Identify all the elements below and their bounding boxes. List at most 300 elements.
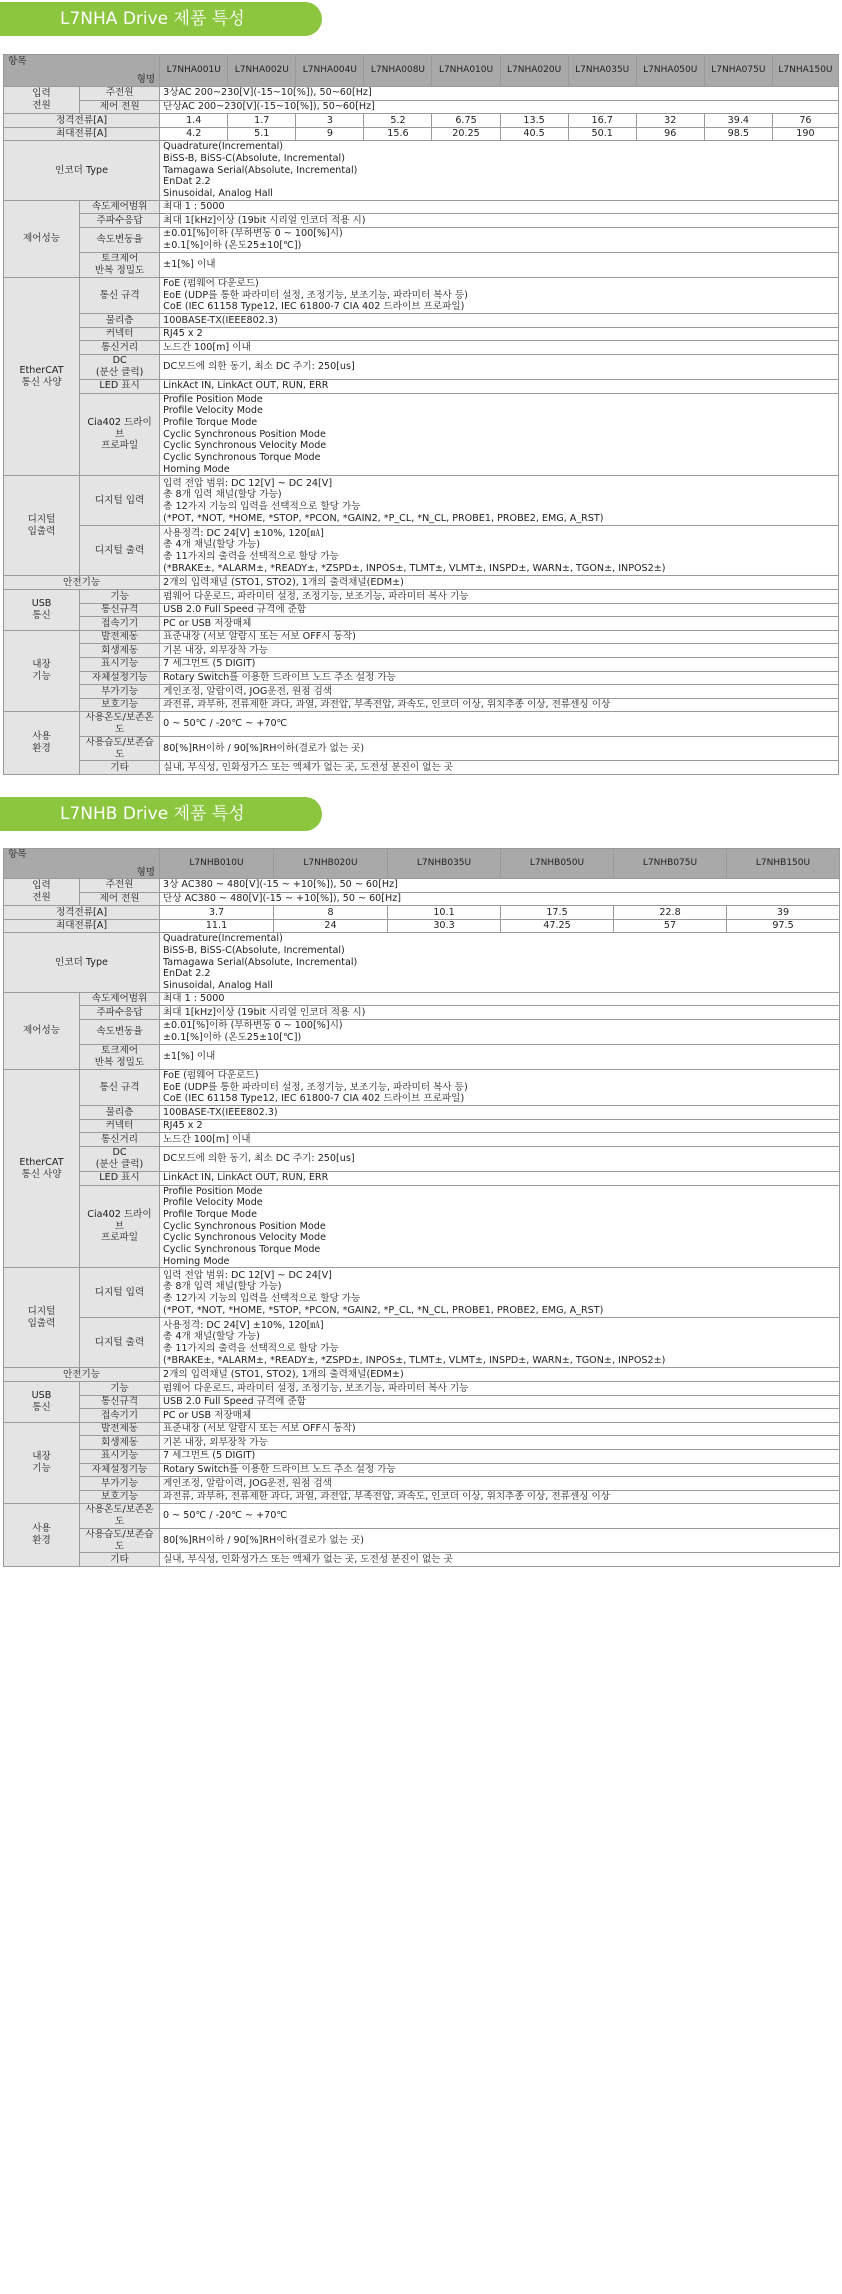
table-row xyxy=(4,590,839,604)
max-current-value: 15.6 xyxy=(364,127,432,141)
led-label: LED 표시 xyxy=(80,1171,160,1185)
item-label: 항목 xyxy=(8,55,27,67)
rated-current-value: 3.7 xyxy=(160,906,274,920)
table-row xyxy=(4,1268,840,1318)
value-line: 총 8개 입력 채널(할당 가능) xyxy=(163,1281,282,1293)
physical-layer-label: 물리층 xyxy=(80,314,160,328)
dc-value: DC모드에 의한 동기, 최소 DC 주기: 250[us] xyxy=(160,1146,840,1171)
safety-label: 안전기능 xyxy=(4,1368,160,1382)
spec-table-l7nhb xyxy=(3,848,840,1567)
environment-group: 사용 환경 xyxy=(4,1504,80,1566)
max-current-value: 190 xyxy=(772,127,838,141)
value-line: Profile Torque Mode xyxy=(163,416,258,428)
value-line: EnDat 2.2 xyxy=(163,176,211,188)
encoder-label: 인코더 Type xyxy=(4,933,160,993)
table-row xyxy=(4,87,839,101)
humidity-label: 사용습도/보존습도 xyxy=(80,1528,160,1552)
table-row xyxy=(4,1395,840,1409)
value-line: EoE (UDP를 통한 파라미터 설정, 조정기능, 보조기능, 파라미터 복사 등) xyxy=(163,1081,468,1093)
table-row xyxy=(4,1504,840,1528)
table-row xyxy=(4,1070,840,1106)
value-line: Cyclic Synchronous Position Mode xyxy=(163,1220,326,1232)
usb-target-label: 접속기기 xyxy=(80,617,160,631)
speed-range-label: 속도제어범위 xyxy=(80,992,160,1006)
freq-response-label: 주파수응답 xyxy=(80,214,160,228)
value-line: EoE (UDP를 통한 파라미터 설정, 조정기능, 보조기능, 파라미터 복사 등) xyxy=(163,289,468,301)
control-power-value: 단상 AC380 ~ 480[V](-15 ~ +10[%]), 50 ~ 60[Hz] xyxy=(160,892,840,906)
table-row xyxy=(4,228,839,253)
table-row xyxy=(4,1450,840,1464)
table-row xyxy=(4,393,839,476)
table-row xyxy=(4,253,839,278)
table-row xyxy=(4,1006,840,1020)
value-line: Homing Mode xyxy=(163,1255,230,1267)
value-line: 사용정격: DC 24[V] ±10%, 120[㎃] xyxy=(163,1319,324,1331)
distance-label: 통신거리 xyxy=(80,341,160,355)
usb-function-value: 펌웨어 다운로드, 파라미터 설정, 조정기능, 보조기능, 파라미터 복사 기능 xyxy=(160,1382,840,1396)
dc-value: DC모드에 의한 동기, 최소 DC 주기: 250[us] xyxy=(160,354,839,379)
regen-value: 기본 내장, 외부장착 가능 xyxy=(160,1436,840,1450)
encoder-label: 인코더 Type xyxy=(4,141,160,201)
value-line: EnDat 2.2 xyxy=(163,968,211,980)
header-corner xyxy=(4,55,160,87)
model-name: L7NHA035U xyxy=(568,55,636,87)
value-line: Profile Position Mode xyxy=(163,1185,263,1197)
table-row xyxy=(4,849,840,879)
regen-value: 기본 내장, 외부장착 가능 xyxy=(160,644,839,658)
table-row xyxy=(4,736,839,760)
table-row xyxy=(4,1133,840,1147)
connector-label: 커넥터 xyxy=(80,327,160,341)
control-performance-group: 제어성능 xyxy=(4,992,80,1069)
physical-layer-value: 100BASE-TX(IEEE802.3) xyxy=(160,314,839,328)
rated-current-value: 10.1 xyxy=(388,906,501,920)
torque-accuracy-label: 토크제어 반복 정밀도 xyxy=(80,1045,160,1070)
max-current-value: 40.5 xyxy=(500,127,568,141)
digital-input-value xyxy=(160,1268,840,1318)
extra-label: 부가기능 xyxy=(80,1477,160,1491)
rated-current-value: 39 xyxy=(727,906,840,920)
protection-value: 과전류, 과부하, 전류제한 과다, 과열, 과전압, 부족전압, 과속도, 인코더 이상, 위치추종 이상, 전류센싱 이상 xyxy=(160,698,839,712)
max-current-value: 24 xyxy=(274,919,388,933)
rated-current-value: 13.5 xyxy=(500,114,568,128)
value-line: 총 11가지의 출력을 선택적으로 할당 가능 xyxy=(163,550,339,562)
rated-current-label: 정격전류[A] xyxy=(4,906,160,920)
model-name: L7NHA001U xyxy=(160,55,228,87)
max-current-value: 57 xyxy=(614,919,727,933)
braking-value: 표준내장 (서보 알람시 또는 서보 OFF시 동작) xyxy=(160,630,839,644)
usb-spec-value: USB 2.0 Full Speed 규격에 준함 xyxy=(160,603,839,617)
table-row xyxy=(4,712,839,736)
other-label: 기타 xyxy=(80,761,160,775)
braking-value: 표준내장 (서보 알람시 또는 서보 OFF시 동작) xyxy=(160,1422,840,1436)
table-row xyxy=(4,992,840,1006)
usb-spec-label: 통신규격 xyxy=(80,603,160,617)
braking-label: 발전제동 xyxy=(80,630,160,644)
builtin-group: 내장 기능 xyxy=(4,1422,80,1504)
torque-accuracy-value: ±1[%] 이내 xyxy=(160,253,839,278)
table-row xyxy=(4,476,839,526)
max-current-value: 5.1 xyxy=(228,127,296,141)
model-name: L7NHB075U xyxy=(614,849,727,879)
model-name: L7NHA020U xyxy=(500,55,568,87)
table-row xyxy=(4,879,840,893)
value-line: 총 11가지의 출력을 선택적으로 할당 가능 xyxy=(163,1342,339,1354)
table-row xyxy=(4,278,839,314)
table-row xyxy=(4,630,839,644)
value-line: CoE (IEC 61158 Type12, IEC 61800-7 CIA 402 드라이브 프로파일) xyxy=(163,301,465,313)
table-row xyxy=(4,1422,840,1436)
table-row xyxy=(4,55,839,87)
rated-current-value: 76 xyxy=(772,114,838,128)
extra-value: 게인조정, 알람이력, JOG운전, 원점 검색 xyxy=(160,685,839,699)
table-row xyxy=(4,1463,840,1477)
value-line: Homing Mode xyxy=(163,463,230,475)
model-name: L7NHA008U xyxy=(364,55,432,87)
max-current-value: 98.5 xyxy=(704,127,772,141)
speed-range-value: 최대 1 : 5000 xyxy=(160,200,839,214)
speed-range-label: 속도제어범위 xyxy=(80,200,160,214)
digital-output-label: 디지털 출력 xyxy=(80,1318,160,1368)
encoder-value xyxy=(160,141,839,201)
table-row xyxy=(4,327,839,341)
value-line: Profile Velocity Mode xyxy=(163,1197,263,1209)
control-power-value: 단상AC 200~230[V](-15~10[%]), 50~60[Hz] xyxy=(160,100,839,114)
other-value: 실내, 부식성, 인화성가스 또는 액체가 없는 곳, 도전성 분진이 없는 곳 xyxy=(160,761,839,775)
freq-response-value: 최대 1[kHz]이상 (19bit 시리얼 인코더 적용 시) xyxy=(160,1006,840,1020)
braking-label: 발전제동 xyxy=(80,1422,160,1436)
freq-response-value: 최대 1[kHz]이상 (19bit 시리얼 인코더 적용 시) xyxy=(160,214,839,228)
section-title: L7NHB Drive 제품 특성 xyxy=(0,797,322,831)
environment-group: 사용 환경 xyxy=(4,712,80,774)
node-setting-label: 자체설정기능 xyxy=(80,1463,160,1477)
model-name: L7NHA050U xyxy=(636,55,704,87)
value-line: FoE (펌웨어 다운로드) xyxy=(163,1070,259,1082)
comm-spec-value xyxy=(160,278,839,314)
main-power-value: 3상 AC380 ~ 480[V](-15 ~ +10[%]), 50 ~ 60[Hz] xyxy=(160,879,840,893)
digital-input-label: 디지털 입력 xyxy=(80,1268,160,1318)
max-current-value: 50.1 xyxy=(568,127,636,141)
table-row xyxy=(4,1477,840,1491)
rated-current-value: 16.7 xyxy=(568,114,636,128)
table-row xyxy=(4,644,839,658)
value-line: (*BRAKE±, *ALARM±, *READY±, *ZSPD±, INPOS±, TLMT±, VLMT±, INSPD±, WARN±, TGON±, INPOS2±) xyxy=(163,1354,666,1366)
led-value: LinkAct IN, LinkAct OUT, RUN, ERR xyxy=(160,1171,840,1185)
max-current-label: 최대전류[A] xyxy=(4,127,160,141)
led-value: LinkAct IN, LinkAct OUT, RUN, ERR xyxy=(160,379,839,393)
value-line: 사용정격: DC 24[V] ±10%, 120[㎃] xyxy=(163,527,324,539)
usb-spec-label: 통신규격 xyxy=(80,1395,160,1409)
torque-accuracy-value: ±1[%] 이내 xyxy=(160,1045,840,1070)
max-current-value: 9 xyxy=(296,127,364,141)
table-row xyxy=(4,1382,840,1396)
input-power-group: 입력 전원 xyxy=(4,87,80,114)
model-name: L7NHB150U xyxy=(727,849,840,879)
value-line: 총 8개 입력 채널(할당 가능) xyxy=(163,489,282,501)
rated-current-label: 정격전류[A] xyxy=(4,114,160,128)
freq-response-label: 주파수응답 xyxy=(80,1006,160,1020)
temp-value: 0 ~ 50℃ / -20℃ ~ +70℃ xyxy=(160,712,839,736)
rated-current-value: 6.75 xyxy=(432,114,500,128)
table-row xyxy=(4,576,839,590)
table-row xyxy=(4,906,840,920)
value-line: Tamagawa Serial(Absolute, Incremental) xyxy=(163,164,358,176)
value-line: CoE (IEC 61158 Type12, IEC 61800-7 CIA 402 드라이브 프로파일) xyxy=(163,1093,465,1105)
humidity-label: 사용습도/보존습도 xyxy=(80,736,160,760)
display-value: 7 세그먼트 (5 DIGIT) xyxy=(160,658,839,672)
value-line: Profile Position Mode xyxy=(163,393,263,405)
temp-label: 사용온도/보존온도 xyxy=(80,1504,160,1528)
model-name: L7NHA002U xyxy=(228,55,296,87)
value-line: Sinusoidal, Analog Hall xyxy=(163,188,273,200)
control-power-label: 제어 전원 xyxy=(80,100,160,114)
table-row xyxy=(4,685,839,699)
value-line: ±0.01[%]이하 (부하변동 0 ~ 100[%]시) xyxy=(163,228,343,240)
model-name: L7NHB050U xyxy=(501,849,614,879)
table-row xyxy=(4,314,839,328)
cia402-value xyxy=(160,393,839,476)
speed-variation-value xyxy=(160,228,839,253)
protection-value: 과전류, 과부하, 전류제한 과다, 과열, 과전압, 부족전압, 과속도, 인코더 이상, 위치추종 이상, 전류센싱 이상 xyxy=(160,1490,840,1504)
table-row xyxy=(4,141,839,201)
digital-io-group: 디지털 입출력 xyxy=(4,476,80,576)
table-row xyxy=(4,919,840,933)
usb-group: USB 통신 xyxy=(4,590,80,631)
max-current-value: 96 xyxy=(636,127,704,141)
table-row xyxy=(4,1146,840,1171)
table-row xyxy=(4,1119,840,1133)
header-corner xyxy=(4,849,160,879)
max-current-value: 47.25 xyxy=(501,919,614,933)
model-label: 형명 xyxy=(136,866,155,878)
speed-variation-label: 속도변동율 xyxy=(80,228,160,253)
table-row xyxy=(4,200,839,214)
value-line: Profile Velocity Mode xyxy=(163,405,263,417)
extra-label: 부가기능 xyxy=(80,685,160,699)
node-setting-label: 자체설정기능 xyxy=(80,671,160,685)
physical-layer-value: 100BASE-TX(IEEE802.3) xyxy=(160,1106,840,1120)
usb-function-label: 기능 xyxy=(80,1382,160,1396)
table-row xyxy=(4,114,839,128)
table-row xyxy=(4,1409,840,1423)
model-name: L7NHB035U xyxy=(388,849,501,879)
table-row xyxy=(4,933,840,993)
value-line: ±0.01[%]이하 (부하변동 0 ~ 100[%]시) xyxy=(163,1020,343,1032)
digital-io-group: 디지털 입출력 xyxy=(4,1268,80,1368)
dc-label: DC (분산 클럭) xyxy=(80,1146,160,1171)
table-row xyxy=(4,1045,840,1070)
main-power-label: 주전원 xyxy=(80,87,160,101)
control-power-label: 제어 전원 xyxy=(80,892,160,906)
distance-value: 노드간 100[m] 이내 xyxy=(160,341,839,355)
value-line: ±0.1[%]이하 (온도25±10[℃]) xyxy=(163,1032,302,1044)
safety-value: 2개의 입력채널 (STO1, STO2), 1개의 출력채널(EDM±) xyxy=(160,576,839,590)
rated-current-value: 32 xyxy=(636,114,704,128)
max-current-value: 30.3 xyxy=(388,919,501,933)
value-line: 입력 전압 범위: DC 12[V] ~ DC 24[V] xyxy=(163,1269,332,1281)
table-row xyxy=(4,526,839,576)
builtin-group: 내장 기능 xyxy=(4,630,80,712)
rated-current-value: 1.7 xyxy=(228,114,296,128)
max-current-value: 4.2 xyxy=(160,127,228,141)
input-power-group: 입력 전원 xyxy=(4,879,80,906)
value-line: Quadrature(Incremental) xyxy=(163,933,283,945)
value-line: (*BRAKE±, *ALARM±, *READY±, *ZSPD±, INPOS±, TLMT±, VLMT±, INSPD±, WARN±, TGON±, INPOS2±) xyxy=(163,562,666,574)
digital-output-value xyxy=(160,1318,840,1368)
value-line: Cyclic Synchronous Velocity Mode xyxy=(163,1232,327,1244)
value-line: 총 12가지 기능의 입력을 선택적으로 할당 가능 xyxy=(163,500,361,512)
digital-input-label: 디지털 입력 xyxy=(80,476,160,526)
value-line: Quadrature(Incremental) xyxy=(163,141,284,153)
table-row xyxy=(4,1185,840,1268)
comm-spec-label: 통신 규격 xyxy=(80,1070,160,1106)
table-row xyxy=(4,1106,840,1120)
connector-label: 커넥터 xyxy=(80,1119,160,1133)
control-performance-group: 제어성능 xyxy=(4,200,80,277)
value-line: (*POT, *NOT, *HOME, *STOP, *PCON, *GAIN2, *P_CL, *N_CL, PROBE1, PROBE2, EMG, A_RST) xyxy=(163,1304,604,1316)
cia402-value xyxy=(160,1185,840,1268)
max-current-value: 11.1 xyxy=(160,919,274,933)
table-row xyxy=(4,698,839,712)
rated-current-value: 1.4 xyxy=(160,114,228,128)
ethercat-group: EtherCAT 통신 사양 xyxy=(4,278,80,476)
model-name: L7NHA150U xyxy=(772,55,838,87)
cia402-label: Cia402 드라이브 프로파일 xyxy=(80,1185,160,1268)
other-label: 기타 xyxy=(80,1553,160,1567)
node-setting-value: Rotary Switch를 이용한 드라이브 노드 주소 설정 가능 xyxy=(160,1463,840,1477)
usb-target-value: PC or USB 저장매체 xyxy=(160,617,839,631)
table-row xyxy=(4,892,840,906)
ethercat-group: EtherCAT 통신 사양 xyxy=(4,1070,80,1268)
digital-input-value xyxy=(160,476,839,526)
rated-current-value: 22.8 xyxy=(614,906,727,920)
usb-group: USB 통신 xyxy=(4,1382,80,1423)
safety-value: 2개의 입력채널 (STO1, STO2), 1개의 출력채널(EDM±) xyxy=(160,1368,840,1382)
extra-value: 게인조정, 알람이력, JOG운전, 원점 검색 xyxy=(160,1477,840,1491)
max-current-value: 20.25 xyxy=(432,127,500,141)
model-name: L7NHB020U xyxy=(274,849,388,879)
connector-value: RJ45 x 2 xyxy=(160,327,839,341)
value-line: BiSS-B, BiSS-C(Absolute, Incremental) xyxy=(163,153,345,165)
rated-current-value: 39.4 xyxy=(704,114,772,128)
protection-label: 보호기능 xyxy=(80,1490,160,1504)
temp-value: 0 ~ 50℃ / -20℃ ~ +70℃ xyxy=(160,1504,840,1528)
distance-label: 통신거리 xyxy=(80,1133,160,1147)
value-line: BiSS-B, BiSS-C(Absolute, Incremental) xyxy=(163,945,345,957)
safety-label: 안전기능 xyxy=(4,576,160,590)
model-name: L7NHA010U xyxy=(432,55,500,87)
table-row xyxy=(4,341,839,355)
speed-variation-value xyxy=(160,1020,840,1045)
physical-layer-label: 물리층 xyxy=(80,1106,160,1120)
rated-current-value: 5.2 xyxy=(364,114,432,128)
cia402-label: Cia402 드라이브 프로파일 xyxy=(80,393,160,476)
table-row xyxy=(4,1490,840,1504)
value-line: 총 4개 채널(할당 가능) xyxy=(163,1331,260,1343)
dc-label: DC (분산 클럭) xyxy=(80,354,160,379)
table-row xyxy=(4,1528,840,1552)
usb-target-value: PC or USB 저장매체 xyxy=(160,1409,840,1423)
model-label: 형명 xyxy=(136,73,156,85)
speed-range-value: 최대 1 : 5000 xyxy=(160,992,840,1006)
digital-output-value xyxy=(160,526,839,576)
value-line: ±0.1[%]이하 (온도25±10[℃]) xyxy=(163,240,302,252)
table-row xyxy=(4,1020,840,1045)
node-setting-value: Rotary Switch를 이용한 드라이브 노드 주소 설정 가능 xyxy=(160,671,839,685)
value-line: Cyclic Synchronous Velocity Mode xyxy=(163,440,327,452)
value-line: (*POT, *NOT, *HOME, *STOP, *PCON, *GAIN2, *P_CL, *N_CL, PROBE1, PROBE2, EMG, A_RST) xyxy=(163,512,604,524)
table-row xyxy=(4,1171,840,1185)
value-line: Cyclic Synchronous Position Mode xyxy=(163,428,326,440)
value-line: Cyclic Synchronous Torque Mode xyxy=(163,1244,321,1256)
table-row xyxy=(4,617,839,631)
table-row xyxy=(4,761,839,775)
value-line: Tamagawa Serial(Absolute, Incremental) xyxy=(163,956,358,968)
other-value: 실내, 부식성, 인화성가스 또는 액체가 없는 곳, 도전성 분진이 없는 곳 xyxy=(160,1553,840,1567)
rated-current-value: 17.5 xyxy=(501,906,614,920)
item-label: 항목 xyxy=(8,848,27,860)
value-line: Cyclic Synchronous Torque Mode xyxy=(163,452,321,464)
rated-current-value: 8 xyxy=(274,906,388,920)
torque-accuracy-label: 토크제어 반복 정밀도 xyxy=(80,253,160,278)
model-name: L7NHA004U xyxy=(296,55,364,87)
value-line: 총 12가지 기능의 입력을 선택적으로 할당 가능 xyxy=(163,1292,361,1304)
table-row xyxy=(4,1318,840,1368)
comm-spec-value xyxy=(160,1070,840,1106)
table-row xyxy=(4,658,839,672)
comm-spec-label: 통신 규격 xyxy=(80,278,160,314)
display-label: 표시기능 xyxy=(80,1450,160,1464)
humidity-value: 80[%]RH이하 / 90[%]RH이하(결로가 없는 곳) xyxy=(160,1528,840,1552)
model-name: L7NHB010U xyxy=(160,849,274,879)
table-row xyxy=(4,1436,840,1450)
value-line: 총 4개 채널(할당 가능) xyxy=(163,539,261,551)
protection-label: 보호기능 xyxy=(80,698,160,712)
model-name: L7NHA075U xyxy=(704,55,772,87)
main-power-label: 주전원 xyxy=(80,879,160,893)
usb-spec-value: USB 2.0 Full Speed 규격에 준함 xyxy=(160,1395,840,1409)
value-line: Profile Torque Mode xyxy=(163,1208,258,1220)
table-row xyxy=(4,603,839,617)
usb-function-value: 펌웨어 다운로드, 파라미터 설정, 조정기능, 보조기능, 파라미터 복사 기능 xyxy=(160,590,839,604)
rated-current-value: 3 xyxy=(296,114,364,128)
max-current-value: 97.5 xyxy=(727,919,840,933)
regen-label: 회생제동 xyxy=(80,644,160,658)
encoder-value xyxy=(160,933,840,993)
value-line: Sinusoidal, Analog Hall xyxy=(163,980,273,992)
spec-table-l7nha xyxy=(3,54,839,775)
main-power-value: 3상AC 200~230[V](-15~10[%]), 50~60[Hz] xyxy=(160,87,839,101)
digital-output-label: 디지털 출력 xyxy=(80,526,160,576)
usb-function-label: 기능 xyxy=(80,590,160,604)
table-row xyxy=(4,379,839,393)
table-row xyxy=(4,1368,840,1382)
connector-value: RJ45 x 2 xyxy=(160,1119,840,1133)
display-value: 7 세그먼트 (5 DIGIT) xyxy=(160,1450,840,1464)
regen-label: 회생제동 xyxy=(80,1436,160,1450)
max-current-label: 최대전류[A] xyxy=(4,919,160,933)
led-label: LED 표시 xyxy=(80,379,160,393)
table-row xyxy=(4,100,839,114)
section-title: L7NHA Drive 제품 특성 xyxy=(0,2,322,36)
value-line: 입력 전압 범위: DC 12[V] ~ DC 24[V] xyxy=(163,477,333,489)
display-label: 표시기능 xyxy=(80,658,160,672)
value-line: FoE (펌웨어 다운로드) xyxy=(163,278,259,290)
table-row xyxy=(4,671,839,685)
table-row xyxy=(4,127,839,141)
table-row xyxy=(4,354,839,379)
speed-variation-label: 속도변동율 xyxy=(80,1020,160,1045)
